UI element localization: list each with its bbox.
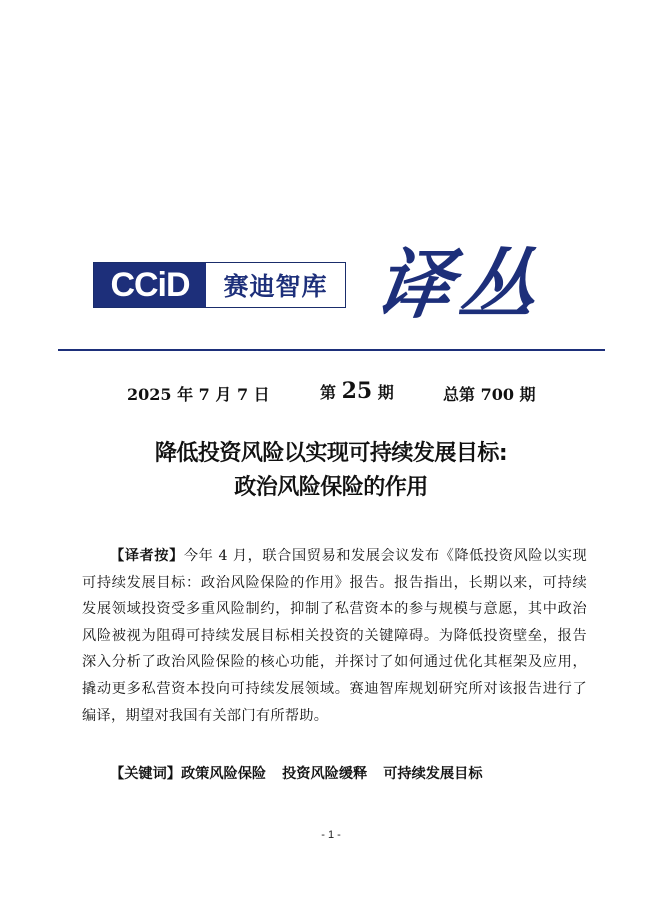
brand-script-text: 译丛 [369,240,551,329]
article-title [0,437,662,505]
ccid-logo [93,262,346,308]
issue-number-suffix: 期 [372,383,394,402]
issue-line [0,378,662,408]
translator-note [82,543,587,729]
title-line-1: 降低投资风险以实现可持续发展目标: [154,441,508,466]
translator-note-text: 今年 4 月，联合国贸易和发展会议发布《降低投资风险以实现可持续发展目标：政治风险保险的作用》报告。报告指出，长期以来，可持续发展领域投资受多重风险制约，抑制了私营资本的参与规模与意愿，其中政治风险被视为阻碍可持续发展目标相关投资的关键障碍。为降低投资壁垒，报告深入分析了政治风险保险的核心功能，并探讨了如何通过优化其框架及应用，撬动更多私营资本投向可持续发展领域。赛迪智库规划研究所对该报告进行了编译，期望对我国有关部门有所帮助。 [82,548,587,724]
keyword-item: 可持续发展目标 [383,766,483,782]
header-divider [58,349,605,351]
title-line-2: 政治风险保险的作用 [234,475,428,500]
keywords-label: 【关键词】 [110,766,181,782]
page-number: - 1 - [321,829,341,841]
logo-name: 赛迪智库 [223,272,328,301]
issue-number-prefix: 第 [320,383,342,402]
issue-date: 2025 年 7 月 7 日 [127,385,270,404]
brand-script-title [369,230,576,340]
issue-total: 总第 700 期 [443,385,536,404]
keyword-item: 政策风险保险 [180,766,267,782]
translator-note-label: 【译者按】 [110,548,184,564]
masthead [93,230,573,350]
issue-number [320,378,394,404]
keyword-item: 投资风险缓释 [282,766,368,782]
keywords [110,763,610,783]
issue-number-value: 25 [341,378,373,404]
logo-ccid-mark: CCiD [94,263,206,307]
